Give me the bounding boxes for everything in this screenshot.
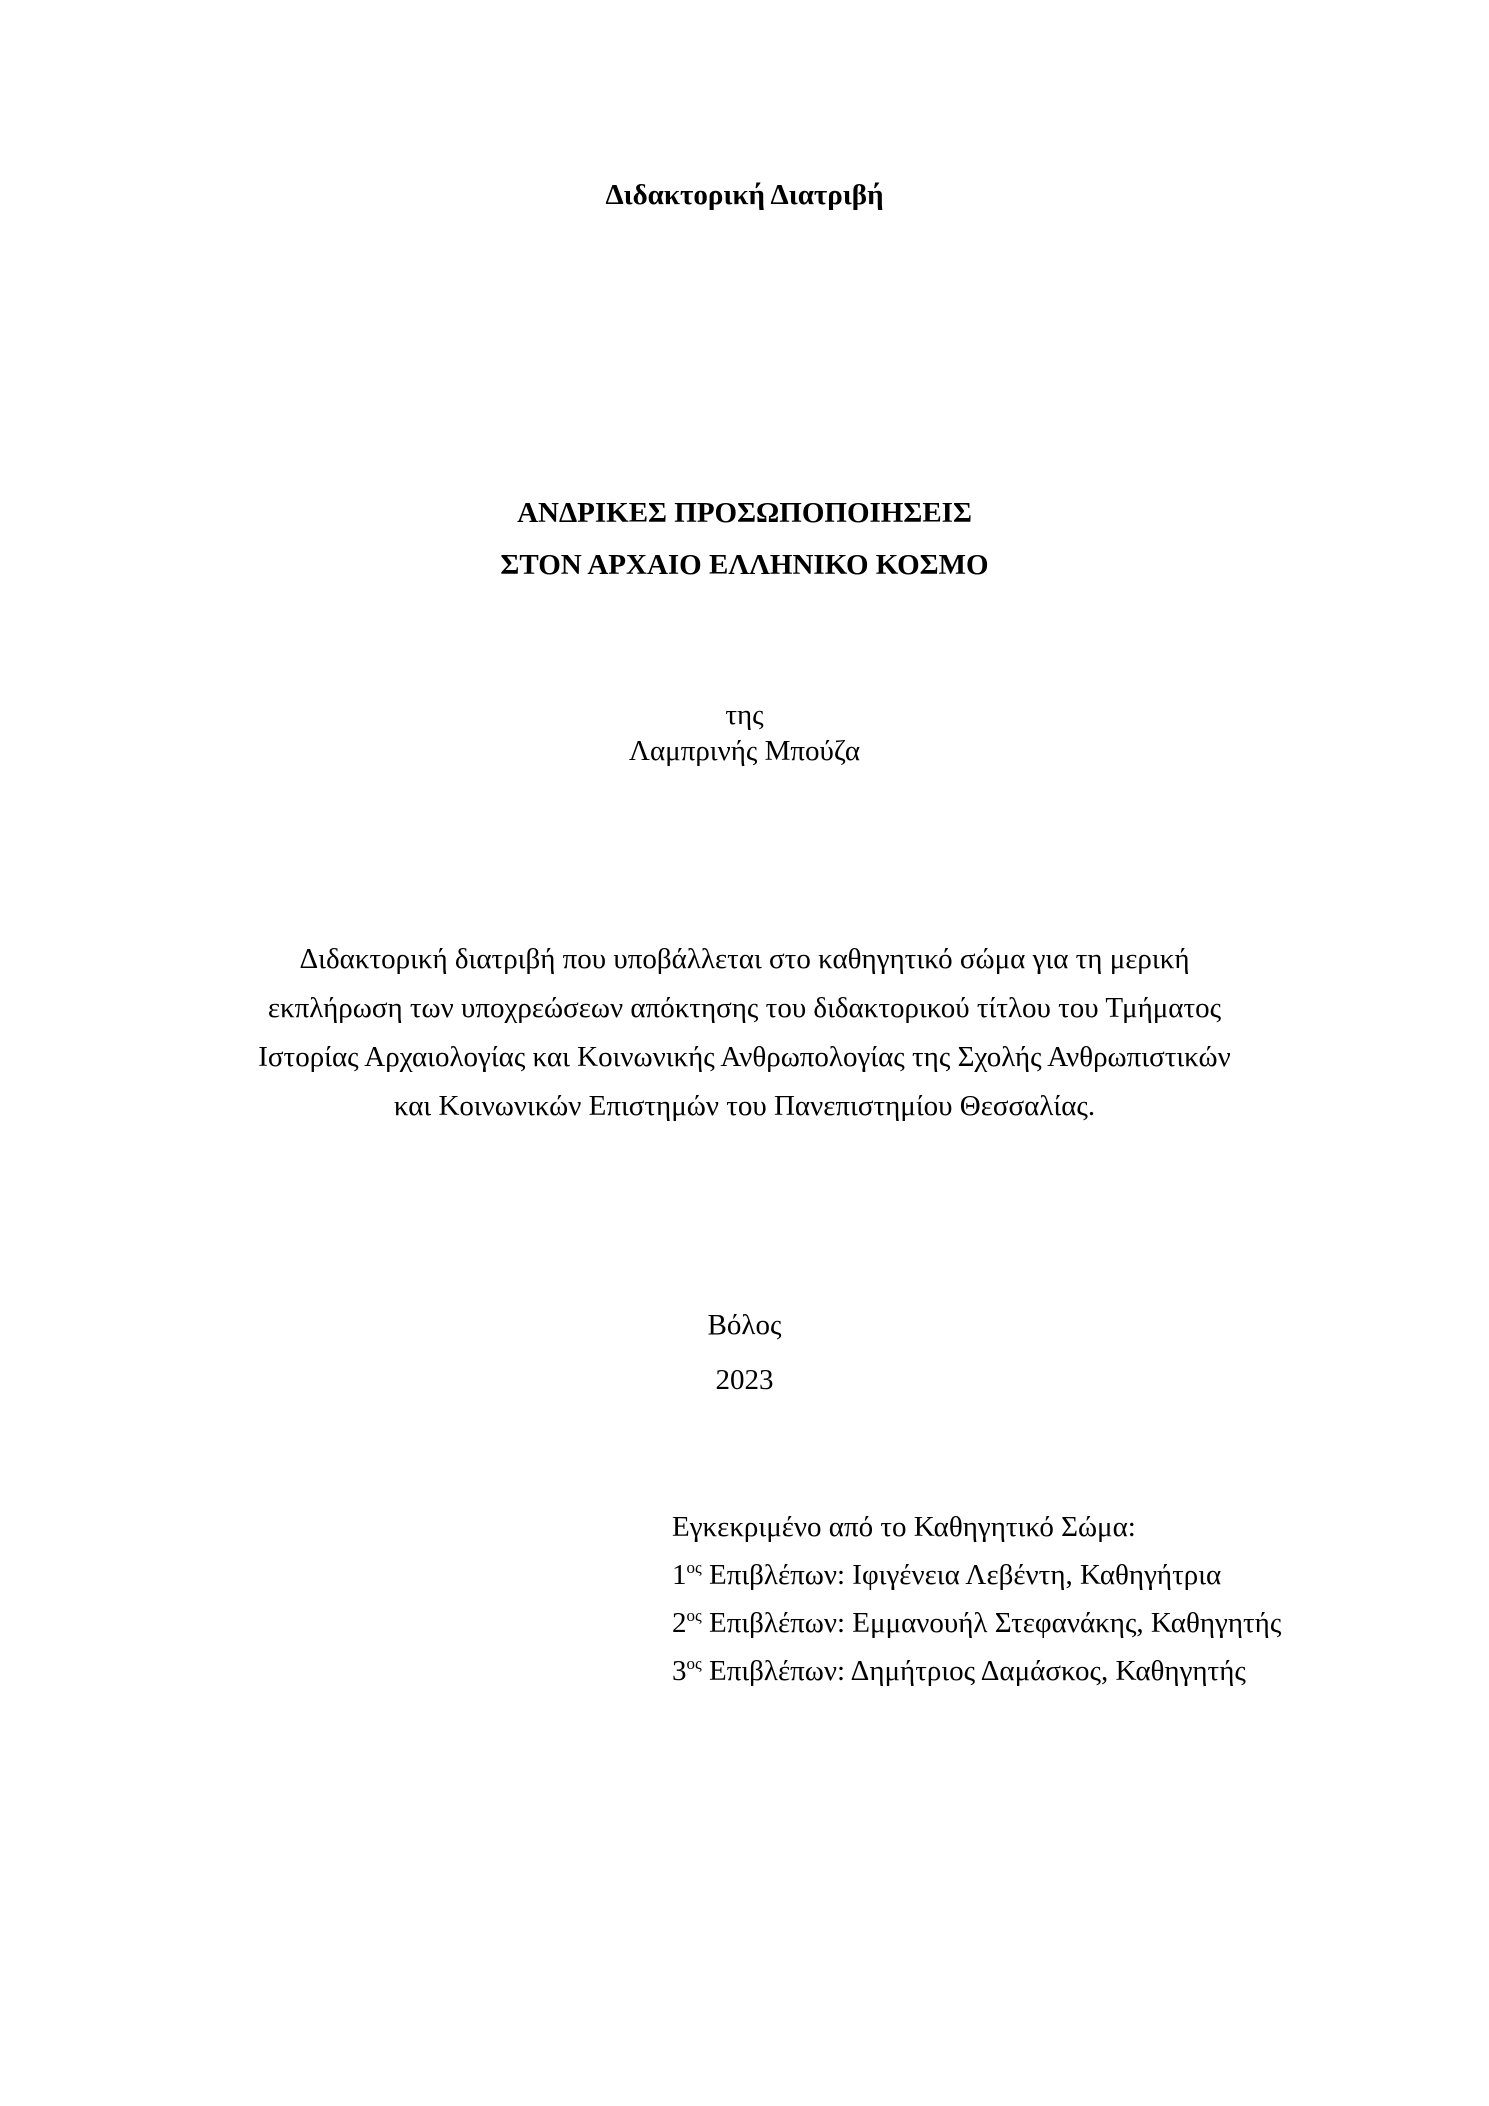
member-ordinal-suffix: ος — [686, 1654, 702, 1673]
thesis-description — [0, 935, 1489, 1131]
thesis-title-line-1: ΑΝΔΡΙΚΕΣ ΠΡΟΣΩΠΟΠΟΙΗΣΕΙΣ — [517, 497, 972, 529]
description-line-4: και Κοινωνικών Επιστημών του Πανεπιστημίου Θεσσαλίας. — [393, 1090, 1096, 1122]
place: Βόλος — [707, 1309, 782, 1341]
member-ordinal: 2 — [672, 1607, 687, 1639]
place-and-year — [0, 1298, 1489, 1408]
member-ordinal: 3 — [672, 1655, 687, 1687]
description-line-2: εκπλήρωση των υποχρεώσεων απόκτησης του διδακτορικού τίτλου του Τμήματος — [267, 992, 1222, 1024]
author-block — [0, 697, 1489, 769]
committee-member-1 — [672, 1551, 1281, 1599]
description-line-1: Διδακτορική διατριβή που υποβάλλεται στο καθηγητικό σώμα για τη μερική — [299, 943, 1190, 975]
thesis-title — [0, 487, 1489, 591]
member-text: Επιβλέπων: Εμμανουήλ Στεφανάκης, Καθηγητής — [701, 1607, 1282, 1639]
author-prefix: της — [725, 699, 764, 731]
committee-heading: Εγκεκριμένο από το Καθηγητικό Σώμα: — [672, 1511, 1136, 1543]
member-ordinal-suffix: ος — [686, 1558, 702, 1577]
thesis-title-line-2: ΣΤΟΝ ΑΡΧΑΙΟ ΕΛΛΗΝΙΚΟ ΚΟΣΜΟ — [500, 549, 989, 581]
author-name: Λαμπρινής Μπούζα — [628, 735, 861, 767]
document-type-heading: Διδακτορική Διατριβή — [605, 179, 884, 211]
committee-member-2 — [672, 1599, 1281, 1647]
member-ordinal-suffix: ος — [686, 1606, 702, 1625]
member-ordinal: 1 — [672, 1559, 687, 1591]
member-text: Επιβλέπων: Ιφιγένεια Λεβέντη, Καθηγήτρια — [701, 1559, 1222, 1591]
committee-member-3 — [672, 1647, 1281, 1695]
year: 2023 — [715, 1364, 774, 1396]
committee-block — [672, 1503, 1281, 1695]
member-text: Επιβλέπων: Δημήτριος Δαμάσκος, Καθηγητής — [701, 1655, 1246, 1687]
description-line-3: Ιστορίας Αρχαιολογίας και Κοινωνικής Ανθρωπολογίας της Σχολής Ανθρωπιστικών — [258, 1041, 1231, 1073]
